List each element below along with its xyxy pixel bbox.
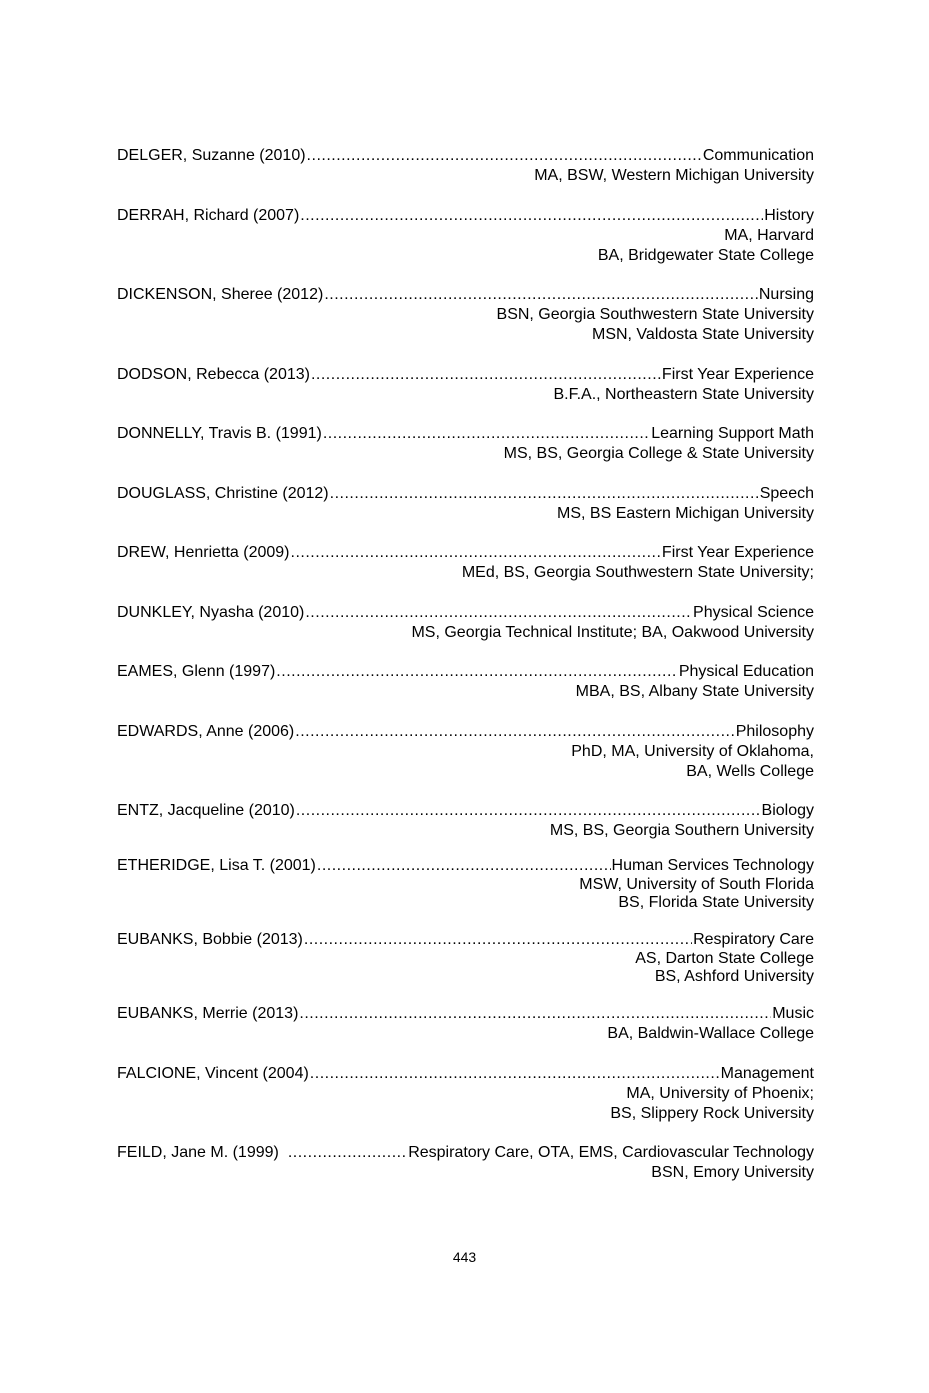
faculty-name: EUBANKS, Merrie (2013) (117, 1005, 299, 1022)
credential: BS, Florida State University (618, 894, 814, 911)
page-number: 443 (452, 1249, 477, 1265)
directory-entry (117, 365, 814, 405)
faculty-name: DELGER, Suzanne (2010) (117, 147, 306, 164)
department: Physical Science (693, 603, 814, 621)
credential: BS, Slippery Rock University (610, 1104, 814, 1122)
department: Respiratory Care, OTA, EMS, Cardiovascular Technology (408, 1144, 814, 1161)
faculty-name: FALCIONE, Vincent (2004) (117, 1064, 309, 1082)
department: Speech (759, 484, 814, 502)
credential: BSN, Emory University (651, 1164, 814, 1181)
directory-entry (117, 662, 814, 702)
directory-entry (117, 722, 814, 782)
dot-leader (307, 146, 702, 166)
department: Human Services Technology (611, 857, 814, 874)
directory-entry (117, 1004, 814, 1044)
directory-entry (117, 1064, 814, 1124)
faculty-name: DICKENSON, Sheree (2012) (117, 286, 324, 303)
dot-leader (288, 1143, 407, 1163)
credential: BS, Ashford University (654, 968, 814, 985)
faculty-name: EAMES, Glenn (1997) (117, 663, 276, 680)
faculty-name: FEILD, Jane M. (1999) (117, 1144, 279, 1161)
department: Nursing (758, 286, 814, 303)
department: First Year Experience (661, 365, 814, 383)
credential: BA, Bridgewater State College (597, 246, 814, 264)
faculty-name: DERRAH, Richard (2007) (117, 206, 300, 224)
credential: BSN, Georgia Southwestern State University (496, 306, 814, 323)
faculty-name: DODSON, Rebecca (2013) (117, 365, 310, 383)
department: Music (772, 1005, 814, 1022)
department: History (764, 206, 814, 224)
dot-leader (295, 722, 734, 742)
faculty-name: ENTZ, Jacqueline (2010) (117, 802, 295, 819)
dot-leader (324, 285, 758, 305)
faculty-name: EUBANKS, Bobbie (2013) (117, 931, 303, 948)
credential: B.F.A., Northeastern State University (553, 385, 814, 403)
department: Philosophy (735, 722, 814, 740)
credential: BA, Baldwin-Wallace College (607, 1025, 814, 1042)
department: Physical Education (678, 663, 814, 680)
directory-entry (117, 206, 814, 266)
credential: MA, BSW, Western Michigan University (534, 167, 814, 184)
credential: AS, Darton State College (635, 950, 814, 967)
credential: BA, Wells College (686, 762, 814, 780)
directory-entry (117, 146, 814, 186)
dot-leader (310, 1064, 720, 1084)
credential: MS, BS, Georgia Southern University (549, 822, 814, 839)
directory-entry (117, 856, 814, 912)
dot-leader (317, 856, 611, 876)
directory-entry (117, 424, 814, 464)
directory-entry (117, 930, 814, 986)
department: Biology (761, 802, 814, 819)
credential: PhD, MA, University of Oklahoma, (571, 742, 814, 760)
credential: MS, Georgia Technical Institute; BA, Oakwood University (411, 623, 814, 641)
department: Management (720, 1064, 814, 1082)
directory-entry (117, 603, 814, 643)
department: First Year Experience (661, 544, 814, 561)
dot-leader (300, 206, 763, 226)
faculty-name: ETHERIDGE, Lisa T. (2001) (117, 857, 316, 874)
credential: MS, BS Eastern Michigan University (557, 504, 814, 522)
faculty-name: DOUGLASS, Christine (2012) (117, 484, 329, 502)
dot-leader (299, 1004, 771, 1024)
credential: MA, University of Phoenix; (626, 1084, 814, 1102)
directory-entry (117, 285, 814, 345)
department: Respiratory Care (693, 931, 814, 948)
dot-leader (330, 484, 759, 504)
directory-entry (117, 484, 814, 524)
directory-entry (117, 543, 814, 583)
dot-leader (276, 662, 678, 682)
department: Communication (702, 147, 814, 164)
dot-leader (311, 365, 661, 385)
department: Learning Support Math (651, 425, 814, 442)
directory-entry (117, 801, 814, 841)
faculty-name: DREW, Henrietta (2009) (117, 544, 290, 561)
faculty-name: EDWARDS, Anne (2006) (117, 722, 295, 740)
dot-leader (305, 603, 692, 623)
directory-entry (117, 1143, 814, 1183)
dot-leader (323, 424, 650, 444)
faculty-name: DONNELLY, Travis B. (1991) (117, 425, 322, 442)
dot-leader (296, 801, 761, 821)
credential: MSN, Valdosta State University (591, 326, 814, 343)
faculty-directory (117, 146, 814, 1203)
credential: MBA, BS, Albany State University (575, 683, 814, 700)
faculty-name: DUNKLEY, Nyasha (2010) (117, 603, 305, 621)
credential: MS, BS, Georgia College & State University (503, 445, 814, 462)
credential: MSW, University of South Florida (579, 876, 814, 893)
dot-leader (291, 543, 661, 563)
credential: MA, Harvard (724, 226, 814, 244)
credential: MEd, BS, Georgia Southwestern State University; (461, 564, 814, 581)
dot-leader (304, 930, 692, 950)
